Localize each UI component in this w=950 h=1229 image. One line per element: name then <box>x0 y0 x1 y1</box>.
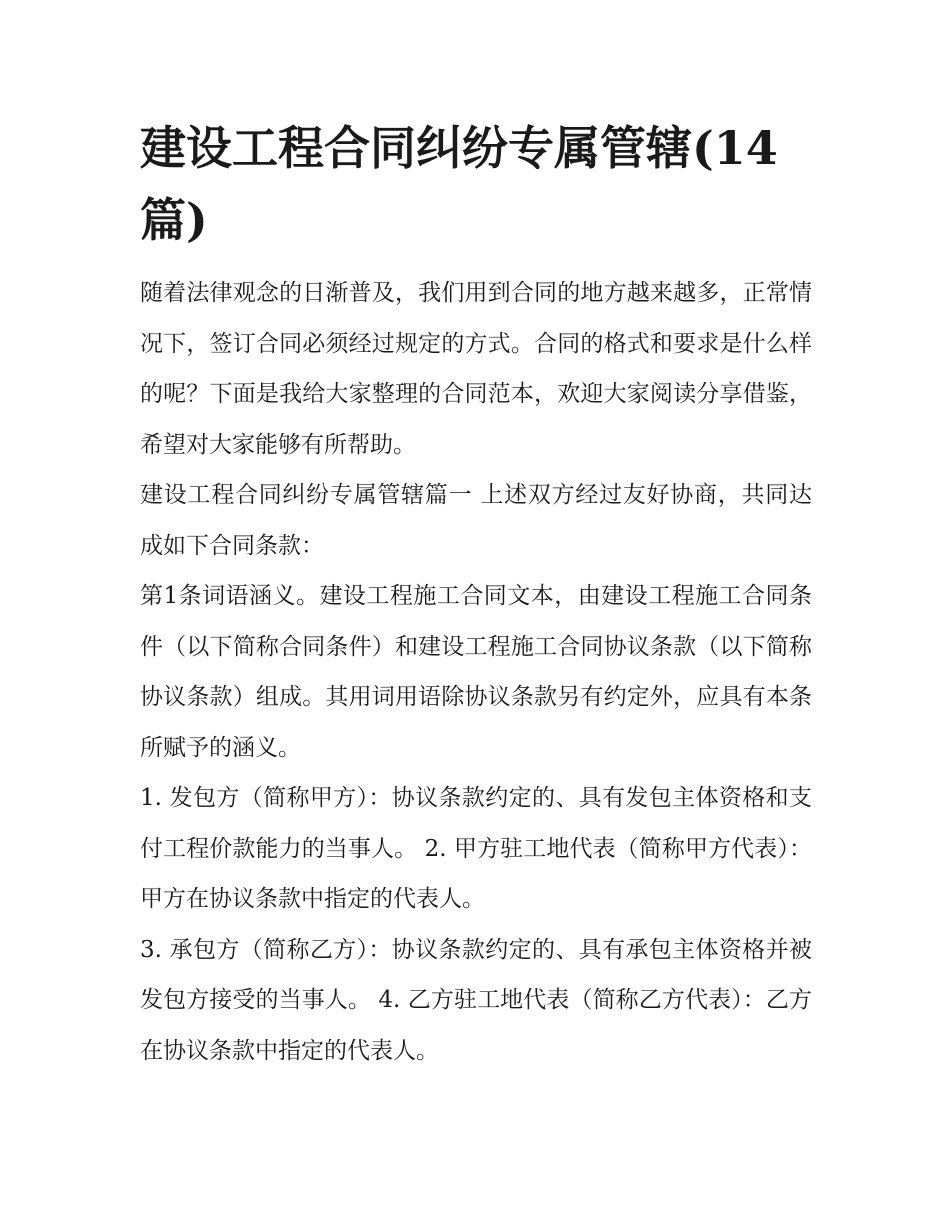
document-page <box>140 112 812 1076</box>
paragraph-article-1: 第1条词语涵义。建设工程施工合同文本，由建设工程施工合同条件（以下简称合同条件）和建设工程施工合同协议条款（以下简称协议条款）组成。其用词用语除协议条款另有约定外，应具有本条所赋予的涵义。 <box>140 583 812 761</box>
document-title: 建设工程合同纠纷专属管辖(14篇) <box>140 121 778 247</box>
paragraph-items-3-4: 3. 承包方（简称乙方）：协议条款约定的、具有承包主体资格并被发包方接受的当事人。 4. 乙方驻工地代表（简称乙方代表）：乙方在协议条款中指定的代表人。 <box>140 936 812 1064</box>
paragraph-items-1-2: 1. 发包方（简称甲方）：协议条款约定的、具有发包主体资格和支付工程价款能力的当事人。 2. 甲方驻工地代表（简称甲方代表）：甲方在协议条款中指定的代表人。 <box>140 785 812 912</box>
paragraph-intro: 随着法律观念的日渐普及，我们用到合同的地方越来越多，正常情况下，签订合同必须经过规定的方式。合同的格式和要求是什么样的呢？下面是我给大家整理的合同范本，欢迎大家阅读分享借鉴，希望对大家能够有所帮助。 <box>140 280 812 458</box>
paragraph-chapter-one: 建设工程合同纠纷专属管辖篇一 上述双方经过友好协商，共同达成如下合同条款： <box>140 482 812 559</box>
